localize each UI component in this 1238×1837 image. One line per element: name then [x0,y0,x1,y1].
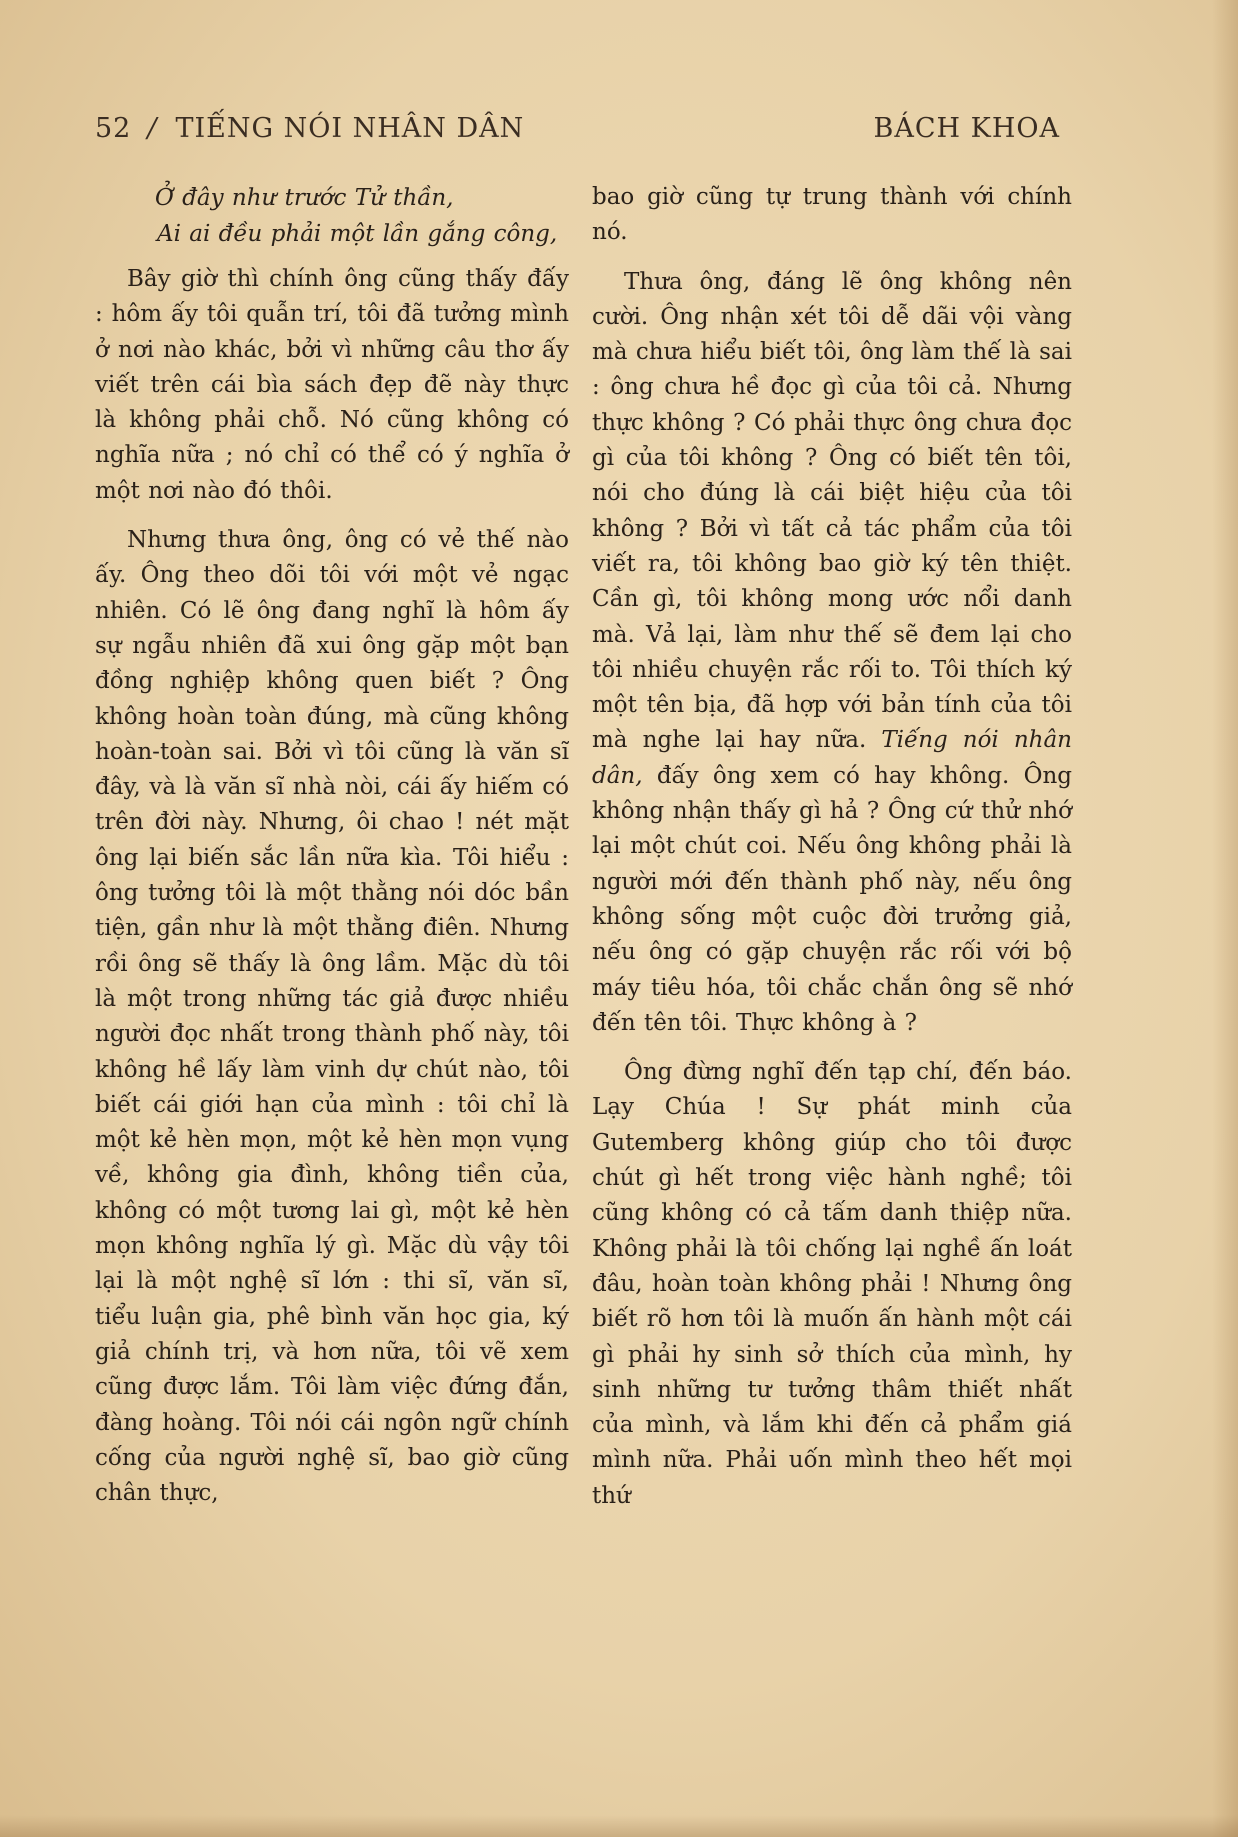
section-title: TIẾNG NÓI NHÂN DÂN [175,113,525,144]
paragraph-text: Thưa ông, đáng lẽ ông không nên cười. Ông nhận xét tôi dễ dãi vội vàng mà chưa hiểu biết tôi, ông làm thế là sai : ông chưa hề đọc gì của tôi cả. Nhưng thực không ? Có phải thực ông chưa đọc gì của tôi không ? Ông có biết tên tôi, nói cho đúng là cái biệt hiệu của tôi không ? Bởi vì tất cả tác phẩm của tôi viết ra, tôi không bao giờ ký tên thiệt. Cần gì, tôi không mong ước nổi danh mà. Vả lại, làm như thế sẽ đem lại cho tôi nhiều chuyện rắc rối to. Tôi thích ký một tên bịa, đã hợp với bản tính của tôi mà nghe lại hay nữa. [592,268,1072,754]
page-bottom-shadow [0,1815,1238,1837]
header-left [95,113,524,144]
running-header [95,113,1060,153]
publication-name: BÁCH KHOA [873,113,1060,144]
newspaper-title: Tiếng nói nhân dân, [592,727,1072,789]
paragraph: Ông đừng nghĩ đến tạp chí, đến báo. Lạy Chúa ! Sự phát minh của Gutemberg không giúp cho tôi được chút gì hết trong việc hành nghề; tôi cũng không có cả tấm danh thiệp nữa. Không phải là tôi chống lại nghề ấn loát đâu, hoàn toàn không phải ! Nhưng ông biết rõ hơn tôi là muốn ấn hành một cái gì phải hy sinh sở thích của mình, hy sinh những tư tưởng thâm thiết nhất của mình, và lắm khi đến cả phẩm giá mình nữa. Phải uốn mình theo hết mọi thứ [592,1059,1072,1509]
verse-line: Ở đây như trước Tử thần, [155,185,454,211]
right-column [592,180,1072,1528]
paragraph: Nhưng thưa ông, ông có vẻ thế nào ấy. Ông theo dõi tôi với một vẻ ngạc nhiên. Có lẽ ông đang nghĩ là hôm ấy sự ngẫu nhiên đã xui ông gặp một bạn đồng nghiệp không quen biết ? Ông không hoàn toàn đúng, mà cũng không hoàn-toàn sai. Bởi vì tôi cũng là văn sĩ đây, và là văn sĩ nhà nòi, cái ấy hiếm có trên đời này. Nhưng, ôi chao ! nét mặt ông lại biến sắc lần nữa kìa. Tôi hiểu : ông tưởng tôi là một thằng nói dóc bần tiện, gần như là một thằng điên. Nhưng rồi ông sẽ thấy là ông lầm. Mặc dù tôi là một trong những tác giả được nhiều người đọc nhất trong thành phố này, tôi không hề lấy làm vinh dự chút nào, tôi biết cái giới hạn của mình : tôi chỉ là một kẻ hèn mọn, một kẻ hèn mọn vụng về, không gia đình, không tiền của, không có một tương lai gì, một kẻ hèn mọn không nghĩa lý gì. Mặc dù vậy tôi lại là một nghệ sĩ lớn : thi sĩ, văn sĩ, tiểu luận gia, phê bình văn học gia, ký giả chính trị, và hơn nữa, tôi vẽ xem cũng được lắm. Tôi làm việc đứng đắn, đàng hoàng. Tôi nói cái ngôn ngữ chính cống của người nghệ sĩ, bao giờ cũng chân thực, [95,527,569,1507]
continued-paragraph: bao giờ cũng tự trung thành với chính nó. [592,184,1072,246]
left-column [95,180,569,1525]
verse-block [95,180,569,252]
page-number: 52 [95,113,132,144]
verse-line: Ai ai đều phải một lần gắng công, [157,221,558,247]
page-edge-shadow [1212,0,1238,1837]
header-separator: / [147,113,158,144]
paragraph-text: đấy ông xem có hay không. Ông không nhận thấy gì hả ? Ông cứ thử nhớ lại một chút coi. Nếu ông không phải là người mới đến thành phố này, nếu ông không sống một cuộc đời trưởng giả, nếu ông có gặp chuyện rắc rối với bộ máy tiêu hóa, tôi chắc chắn ông sẽ nhớ đến tên tôi. Thực không à ? [592,762,1073,1036]
paragraph [592,265,1072,1042]
paragraph: Bây giờ thì chính ông cũng thấy đấy : hôm ấy tôi quẫn trí, tôi đã tưởng mình ở nơi nào khác, bởi vì những câu thơ ấy viết trên cái bìa sách đẹp đẽ này thực là không phải chỗ. Nó cũng không có nghĩa nữa ; nó chỉ có thể có ý nghĩa ở một nơi nào đó thôi. [95,266,569,504]
